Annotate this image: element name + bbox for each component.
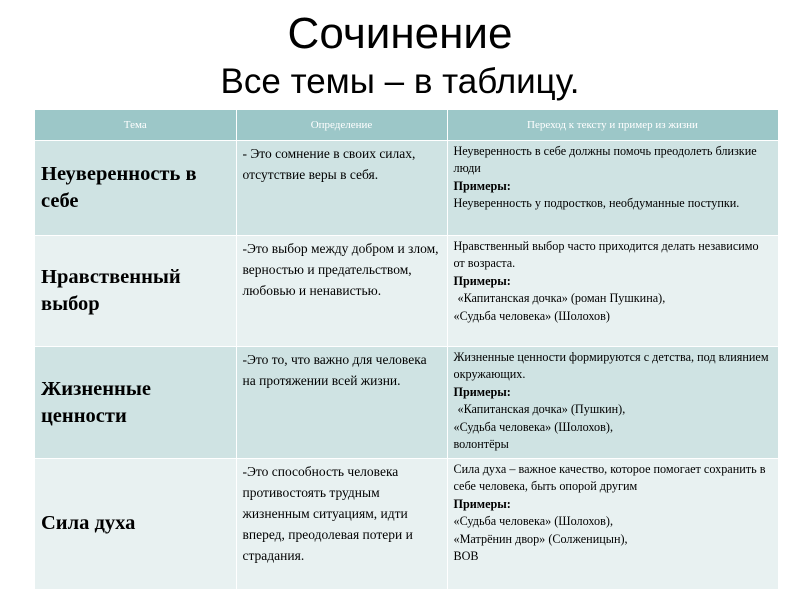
topic-cell: Нравственный выбор	[35, 236, 236, 347]
table-row	[35, 236, 778, 347]
examples-label: Примеры:	[453, 178, 511, 193]
example-item: «Капитанская дочка» (роман Пушкина),	[457, 291, 666, 306]
example-item: «Судьба человека» (Шолохов)	[453, 308, 610, 323]
example-cell	[447, 236, 778, 347]
header-example: Переход к тексту и пример из жизни	[447, 110, 778, 141]
topic-cell: Сила духа	[35, 459, 236, 589]
example-item: «Судьба человека» (Шолохов),	[453, 419, 613, 434]
example-item: ВОВ	[453, 549, 479, 564]
examples-label: Примеры:	[453, 273, 511, 288]
definition-cell: -Это то, что важно для человека на протяжении всей жизни.	[236, 347, 447, 459]
topic-cell: Неуверенность в себе	[35, 141, 236, 236]
example-item: «Капитанская дочка» (Пушкин),	[457, 402, 626, 417]
definition-cell: -Это выбор между добром и злом, верностью и предательством, любовью и ненавистью.	[236, 236, 447, 347]
topics-table	[35, 110, 779, 589]
topic-cell: Жизненные ценности	[35, 347, 236, 459]
example-intro: Неуверенность в себе должны помочь преодолеть близкие люди	[453, 144, 757, 176]
table-header-row	[35, 110, 778, 141]
example-intro: Нравственный выбор часто приходится делать независимо от возраста.	[453, 239, 759, 271]
table-row	[35, 459, 778, 589]
title-block	[0, 8, 800, 104]
example-intro: Сила духа – важное качество, которое помогает сохранить в себе человека, быть опорой другим	[453, 462, 766, 494]
page-title: Сочинение	[287, 9, 513, 58]
example-item: «Судьба человека» (Шолохов),	[453, 514, 613, 529]
header-definition: Определение	[236, 110, 447, 141]
example-item: Неуверенность у подростков, необдуманные поступки.	[453, 196, 740, 211]
header-topic: Тема	[35, 110, 236, 141]
definition-cell: - Это сомнение в своих силах, отсутствие веры в себя.	[236, 141, 447, 236]
example-cell	[447, 141, 778, 236]
definition-cell: -Это способность человека противостоять трудным жизненным ситуациям, идти вперед, преодолевая потери и страдания.	[236, 459, 447, 589]
example-intro: Жизненные ценности формируются с детства, под влиянием окружающих.	[453, 350, 769, 382]
examples-label: Примеры:	[453, 384, 511, 399]
example-item: «Матрёнин двор» (Солженицын),	[453, 531, 628, 546]
example-cell	[447, 459, 778, 589]
examples-label: Примеры:	[453, 496, 511, 511]
table-row	[35, 141, 778, 236]
example-cell	[447, 347, 778, 459]
table-row	[35, 347, 778, 459]
example-item: волонтёры	[453, 437, 509, 452]
page-subtitle: Все темы – в таблицу.	[220, 62, 580, 101]
